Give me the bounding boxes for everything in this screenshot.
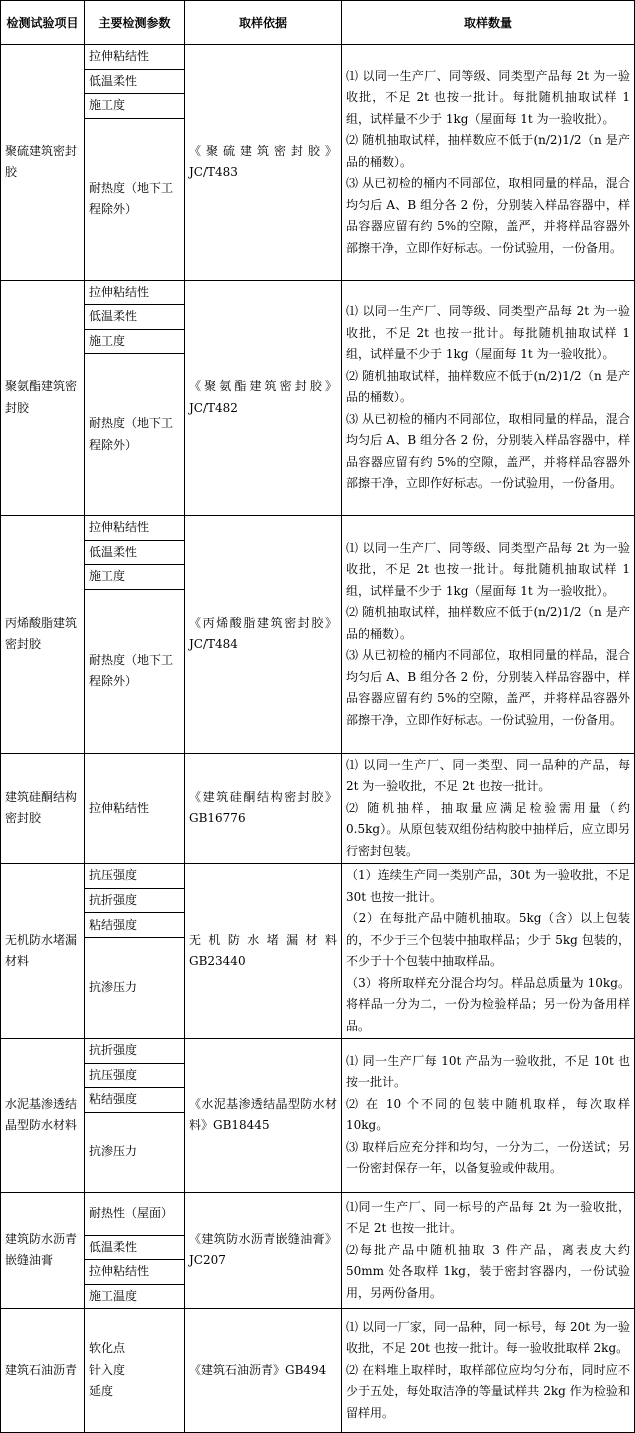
quantity-cell bbox=[342, 1039, 635, 1193]
header-sampling-quantity: 取样数量 bbox=[342, 1, 635, 45]
param-cell bbox=[85, 1309, 185, 1433]
basis-cell: 《建筑防水沥青嵌缝油膏》JC207 bbox=[185, 1192, 342, 1309]
header-main-params: 主要检测参数 bbox=[85, 1, 185, 45]
table-row bbox=[1, 864, 635, 889]
test-item-cell: 聚氨酯建筑密封胶 bbox=[1, 280, 85, 516]
table-row bbox=[1, 753, 635, 864]
param-cell: 施工度 bbox=[85, 329, 185, 354]
basis-cell: 《水泥基渗透结晶型防水材料》GB18445 bbox=[185, 1039, 342, 1193]
quantity-paragraph: ⑶ 从已初检的桶内不同部位，取相同量的样品，混合均匀后 A、B 组分各 2 份，分别装入样品容器中，样品容器应留有约 5%的空隙，盖严，并将样品容器外部擦干净，立即作好标志。一份试验用，一份备用。 bbox=[346, 176, 630, 255]
quantity-paragraph: ⑴ 以同一生产厂、同等级、同类型产品每 2t 为一验收批，不足 2t 也按一批计。每批随机抽取试样 1 组，试样量不少于 1kg（屋面每 1t 为一验收批）。 bbox=[346, 304, 630, 361]
param-line: 软化点 bbox=[89, 1341, 126, 1356]
test-item-cell: 水泥基渗透结晶型防水材料 bbox=[1, 1039, 85, 1193]
quantity-cell bbox=[342, 516, 635, 754]
table-row bbox=[1, 280, 635, 305]
quantity-paragraph: ⑴ 以同一生产厂、同一类型、同一品种的产品，每 2t 为一验收批，不足 2t 也按一批计。 bbox=[346, 757, 630, 793]
param-cell: 抗渗压力 bbox=[85, 1112, 185, 1192]
param-cell: 耐热性（屋面） bbox=[85, 1192, 185, 1235]
param-cell: 施工度 bbox=[85, 565, 185, 590]
quantity-cell bbox=[342, 753, 635, 864]
basis-cell: 《聚氨酯建筑密封胶》JC/T482 bbox=[185, 280, 342, 516]
param-cell: 粘结强度 bbox=[85, 913, 185, 938]
test-item-cell: 无机防水堵漏材料 bbox=[1, 864, 85, 1039]
quantity-paragraph: （3）将所取样充分混合均匀。样品总质量为 10kg。将样品一分为二，一份为检验样品；另一份为备用样品。 bbox=[346, 975, 630, 1033]
table-row bbox=[1, 1309, 635, 1433]
basis-cell: 无机防水堵漏材料 GB23440 bbox=[185, 864, 342, 1039]
basis-cell: 《建筑硅酮结构密封胶》GB16776 bbox=[185, 753, 342, 864]
table-row bbox=[1, 1039, 635, 1064]
quantity-paragraph: ⑵ 在 10 个不同的包装中随机取样，每次取样 10kg。 bbox=[346, 1096, 630, 1133]
quantity-cell bbox=[342, 1192, 635, 1309]
basis-cell: 《丙烯酸脂建筑密封胶》JC/T484 bbox=[185, 516, 342, 754]
param-cell: 施工温度 bbox=[85, 1284, 185, 1309]
table-row bbox=[1, 1192, 635, 1235]
quantity-paragraph: （2）在每批产品中随机抽取。5kg（含）以上包装的，不少于三个包装中抽取样品；少于 5kg 包装的，不少于十个包装中抽取样品。 bbox=[346, 911, 630, 968]
basis-cell: 《聚硫建筑密封胶》JC/T483 bbox=[185, 45, 342, 281]
param-line: 延度 bbox=[89, 1384, 114, 1399]
param-cell: 耐热度（地下工程除外） bbox=[85, 354, 185, 516]
param-cell: 拉伸粘结性 bbox=[85, 45, 185, 70]
quantity-paragraph: ⑵ 在料堆上取样时，取样部位应均匀分布，同时应不少于五处，每处取洁净的等量试样共 2kg 作为检验和留样用。 bbox=[346, 1362, 630, 1420]
basis-cell: 《建筑石油沥青》GB494 bbox=[185, 1309, 342, 1433]
param-cell: 施工度 bbox=[85, 94, 185, 119]
param-cell: 抗渗压力 bbox=[85, 938, 185, 1039]
test-item-cell: 建筑防水沥青嵌缝油膏 bbox=[1, 1192, 85, 1309]
param-cell: 抗压强度 bbox=[85, 864, 185, 889]
quantity-paragraph: ⑵ 随机抽取试样，抽样数应不低于(n/2)1/2（n 是产品的桶数）。 bbox=[346, 368, 630, 404]
param-cell: 耐热度（地下工程除外） bbox=[85, 589, 185, 753]
table-row bbox=[1, 45, 635, 70]
quantity-paragraph: ⑴ 以同一厂家，同一品种，同一标号，每 20t 为一验收批，不足 20t 也按一批计。每一验收批取样 2kg。 bbox=[346, 1319, 630, 1356]
param-cell: 耐热度（地下工程除外） bbox=[85, 118, 185, 280]
quantity-paragraph: ⑵ 随机抽取试样，抽样数应不低于(n/2)1/2（n 是产品的桶数）。 bbox=[346, 133, 630, 169]
test-item-cell: 聚硫建筑密封胶 bbox=[1, 45, 85, 281]
param-cell: 抗压强度 bbox=[85, 1063, 185, 1088]
table-header-row bbox=[1, 1, 635, 45]
quantity-paragraph: ⑴ 以同一生产厂、同等级、同类型产品每 2t 为一验收批，不足 2t 也按一批计。每批随机抽取试样 1 组，试样量不少于 1kg（屋面每 1t 为一验收批）。 bbox=[346, 540, 630, 598]
param-cell: 拉伸粘结性 bbox=[85, 280, 185, 305]
header-test-item: 检测试验项目 bbox=[1, 1, 85, 45]
header-sampling-basis: 取样依据 bbox=[185, 1, 342, 45]
quantity-paragraph: ⑵ 随机抽样，抽取量应满足检验需用量（约 0.5kg）。从原包装双组份结构胶中抽样后，应立即另行密封包装。 bbox=[346, 800, 630, 858]
quantity-paragraph: ⑴ 以同一生产厂、同等级、同类型产品每 2t 为一验收批，不足 2t 也按一批计。每批随机抽取试样 1 组，试样量不少于 1kg（屋面每 1t 为一验收批）。 bbox=[346, 68, 630, 126]
param-cell: 低温柔性 bbox=[85, 1235, 185, 1260]
param-line: 针入度 bbox=[89, 1362, 126, 1377]
param-cell: 低温柔性 bbox=[85, 305, 185, 330]
quantity-paragraph: ⑶ 从已初检的桶内不同部位，取相同量的样品，混合均匀后 A、B 组分各 2 份，分别装入样品容器中，样品容器应留有约 5%的空隙，盖严，并将样品容器外部擦干净，立即作好标志。一份试验用，一份备用。 bbox=[346, 411, 630, 490]
test-item-cell: 建筑石油沥青 bbox=[1, 1309, 85, 1433]
quantity-cell bbox=[342, 280, 635, 516]
quantity-paragraph: ⑵ 随机抽取试样，抽样数应不低于(n/2)1/2（n 是产品的桶数）。 bbox=[346, 605, 630, 641]
param-cell: 低温柔性 bbox=[85, 540, 185, 565]
quantity-paragraph: ⑶ 取样后应充分拌和均匀，一分为二，一份送试；另一份密封保存一年，以备复验或仲裁用。 bbox=[346, 1139, 630, 1176]
quantity-paragraph: （1）连续生产同一类别产品，30t 为一验收批，不足 30t 也按一批计。 bbox=[346, 868, 630, 904]
param-cell: 拉伸粘结性 bbox=[85, 753, 185, 864]
quantity-paragraph: ⑴ 同一生产厂每 10t 产品为一验收批，不足 10t 也按一批计。 bbox=[346, 1053, 630, 1090]
quantity-cell bbox=[342, 45, 635, 281]
quantity-cell bbox=[342, 864, 635, 1039]
quantity-paragraph: ⑴同一生产厂、同一标号的产品每 2t 为一验收批，不足 2t 也按一批计。 bbox=[346, 1199, 630, 1235]
quantity-cell bbox=[342, 1309, 635, 1433]
param-cell: 抗折强度 bbox=[85, 1039, 185, 1064]
table-row bbox=[1, 516, 635, 541]
param-cell: 拉伸粘结性 bbox=[85, 516, 185, 541]
param-cell: 低温柔性 bbox=[85, 69, 185, 94]
param-cell: 抗折强度 bbox=[85, 888, 185, 913]
test-item-cell: 建筑硅酮结构密封胶 bbox=[1, 753, 85, 864]
param-cell: 拉伸粘结性 bbox=[85, 1260, 185, 1285]
param-cell: 粘结强度 bbox=[85, 1088, 185, 1113]
quantity-paragraph: ⑶ 从已初检的桶内不同部位，取相同量的样品，混合均匀后 A、B 组分各 2 份，分别装入样品容器中，样品容器应留有约 5%的空隙，盖严，并将样品容器外部擦干净，立即作好标志。一份试验用，一份备用。 bbox=[346, 648, 630, 727]
quantity-paragraph: ⑵每批产品中随机抽取 3 件产品，离表皮大约 50mm 处各取样 1kg，装于密封容器内，一份试验用，另两份备用。 bbox=[346, 1242, 630, 1300]
test-item-cell: 丙烯酸脂建筑密封胶 bbox=[1, 516, 85, 754]
